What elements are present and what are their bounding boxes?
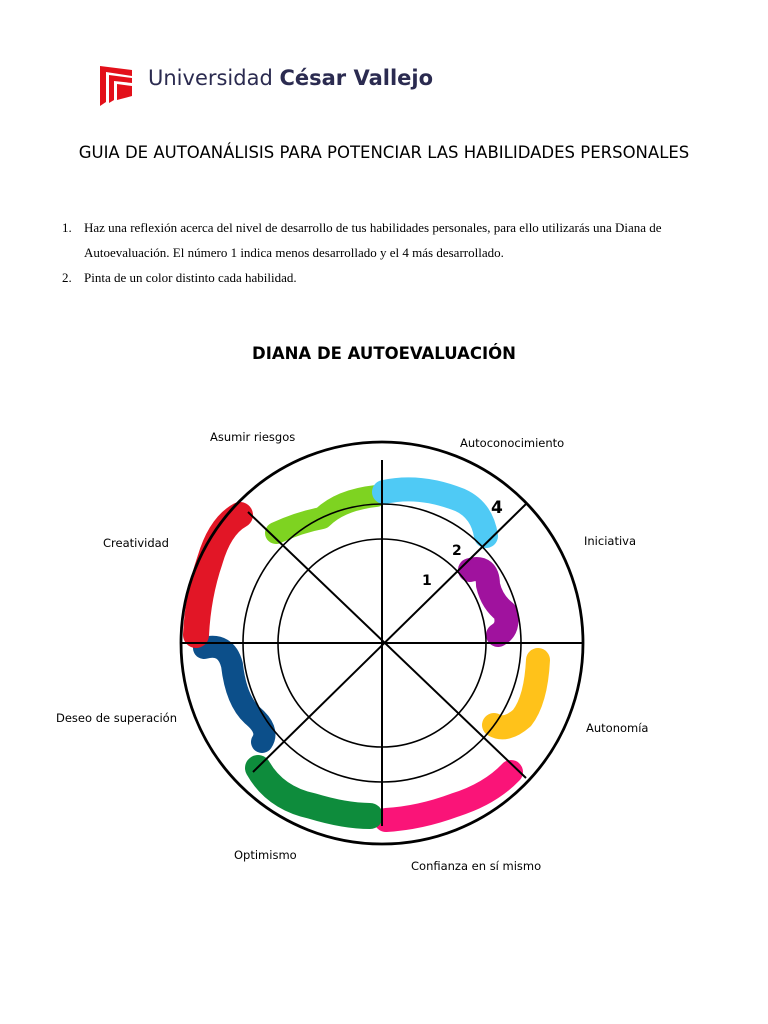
instruction-item [62,215,702,240]
university-name-bold: César Vallejo [279,66,434,90]
level-label: 4 [491,498,503,518]
self-assessment-target [0,380,768,900]
level-label: 2 [452,543,462,559]
instruction-item [62,265,702,290]
target-drawing [0,380,768,900]
instruction-text: Haz una reflexión acerca del nivel de desarrollo de tus habilidades personales, para ello utilizarás una Diana de [84,220,662,235]
stroke-autonomia [494,660,538,727]
stroke-creatividad [196,515,240,635]
stroke-confianza [386,772,511,820]
instruction-text: Pinta de un color distinto cada habilidad. [84,270,297,285]
label-asumir-riesgos: Asumir riesgos [210,430,296,444]
label-deseo-superacion: Deseo de superación [56,711,177,725]
instructions-list [62,215,702,290]
stroke-deseo-superacion [204,647,264,742]
university-name-regular: Universidad [148,66,280,90]
stroke-iniciativa [470,569,506,635]
label-creatividad: Creatividad [103,536,169,550]
university-name [148,66,433,90]
label-iniciativa: Iniciativa [584,534,636,548]
document-title: GUIA DE AUTOANÁLISIS PARA POTENCIAR LAS HABILIDADES PERSONALES [78,143,690,162]
instruction-continuation: Autoevaluación. El número 1 indica menos desarrollado y el 4 más desarrollado. [84,245,504,260]
label-autoconocimiento: Autoconocimiento [460,436,565,450]
label-optimismo: Optimismo [234,848,297,862]
label-confianza: Confianza en sí mismo [411,859,542,873]
university-logo [98,64,134,108]
diagram-title: DIANA DE AUTOEVALUACIÓN [252,344,516,363]
stroke-autoconocimiento [384,489,486,536]
university-shield-icon [98,64,134,108]
stroke-optimismo [258,768,370,816]
instruction-number: 2. [62,270,72,285]
label-autonomia: Autonomía [586,721,649,735]
level-label: 1 [422,573,432,589]
axis-diagonal-nw [248,512,526,778]
instruction-number: 1. [62,220,72,235]
stroke-asumir-riesgos [276,496,376,533]
